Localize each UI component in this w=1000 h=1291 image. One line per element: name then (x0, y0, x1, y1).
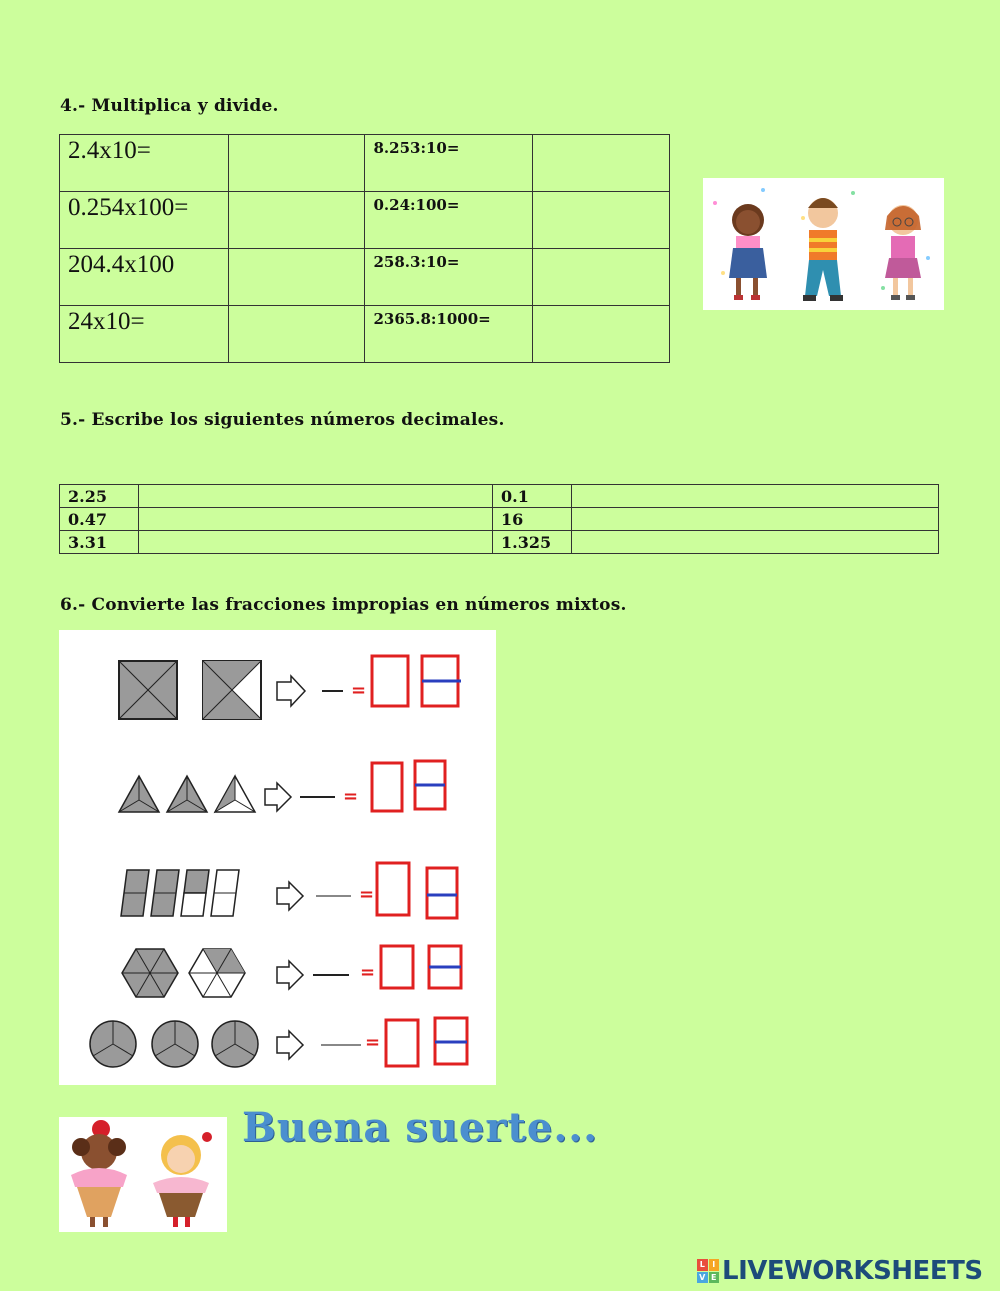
girl-glasses-figure (885, 205, 921, 300)
equals-sign: = (365, 1032, 381, 1053)
multiply-divide-table (59, 134, 670, 363)
operation-cell: 24x10= (60, 306, 229, 363)
number-cell: 3.31 (60, 531, 139, 554)
girl-figure (729, 204, 767, 300)
answer-cell[interactable] (572, 531, 939, 554)
equals-sign: = (359, 884, 375, 905)
fraction-row-squares (119, 656, 461, 719)
table-row (60, 485, 939, 508)
operation-cell: 2.4x10= (60, 135, 229, 192)
answer-cell[interactable] (139, 508, 493, 531)
table-row (60, 306, 670, 363)
operation-cell: 2365.8:1000= (365, 306, 533, 363)
fraction-row-hexagons (122, 946, 461, 997)
operation-cell: 258.3:10= (365, 249, 533, 306)
logo-text: LIVEWORKSHEETS (722, 1256, 983, 1286)
answer-box (386, 1020, 418, 1066)
answer-cell[interactable] (228, 306, 365, 363)
section-6-title: 6.- Convierte las fracciones impropias en números mixtos. (60, 595, 627, 615)
number-cell: 16 (493, 508, 572, 531)
operation-cell: 0.24:100= (365, 192, 533, 249)
number-cell: 0.47 (60, 508, 139, 531)
answer-cell[interactable] (533, 306, 670, 363)
answer-cell[interactable] (228, 249, 365, 306)
operation-cell: 8.253:10= (365, 135, 533, 192)
arrow-icon (277, 676, 305, 706)
operation-cell: 0.254x100= (60, 192, 229, 249)
section-4-title: 4.- Multiplica y divide. (60, 96, 279, 116)
answer-box (372, 656, 408, 706)
equals-sign: = (360, 962, 376, 983)
section-5-title: 5.- Escribe los siguientes números decimales. (60, 410, 505, 430)
table-row (60, 531, 939, 554)
fractions-exercise-panel (59, 630, 496, 1085)
number-cell: 1.325 (493, 531, 572, 554)
arrow-icon (277, 961, 303, 989)
children-illustration (703, 178, 944, 310)
table-row (60, 508, 939, 531)
equals-sign: = (343, 786, 359, 807)
table-row (60, 192, 670, 249)
liveworksheets-logo[interactable] (697, 1256, 983, 1286)
answer-cell[interactable] (533, 192, 670, 249)
answer-cell[interactable] (572, 508, 939, 531)
fraction-row-circles (90, 1018, 467, 1067)
arrow-icon (265, 783, 291, 811)
equals-sign: = (351, 680, 367, 701)
answer-box (427, 868, 457, 918)
cupcake-girl-right (153, 1132, 212, 1227)
answer-cell[interactable] (139, 531, 493, 554)
answer-box (372, 763, 402, 811)
answer-box (377, 863, 409, 915)
answer-cell[interactable] (139, 485, 493, 508)
answer-cell[interactable] (228, 192, 365, 249)
answer-cell[interactable] (572, 485, 939, 508)
answer-cell[interactable] (533, 135, 670, 192)
answer-cell[interactable] (228, 135, 365, 192)
answer-box (381, 946, 413, 988)
boy-figure (803, 198, 843, 301)
arrow-icon (277, 882, 303, 910)
answer-cell[interactable] (533, 249, 670, 306)
fraction-row-triangles (119, 761, 445, 812)
logo-mark-icon: L I V E (697, 1259, 719, 1283)
arrow-icon (277, 1031, 303, 1059)
decimals-table (59, 484, 939, 554)
number-cell: 0.1 (493, 485, 572, 508)
fraction-row-parallelograms (121, 863, 457, 918)
cupcake-girl-left (71, 1120, 127, 1227)
cupcake-girls-illustration (59, 1117, 227, 1232)
good-luck-message: Buena suerte... (242, 1104, 599, 1151)
number-cell: 2.25 (60, 485, 139, 508)
table-row (60, 135, 670, 192)
operation-cell: 204.4x100 (60, 249, 229, 306)
table-row (60, 249, 670, 306)
